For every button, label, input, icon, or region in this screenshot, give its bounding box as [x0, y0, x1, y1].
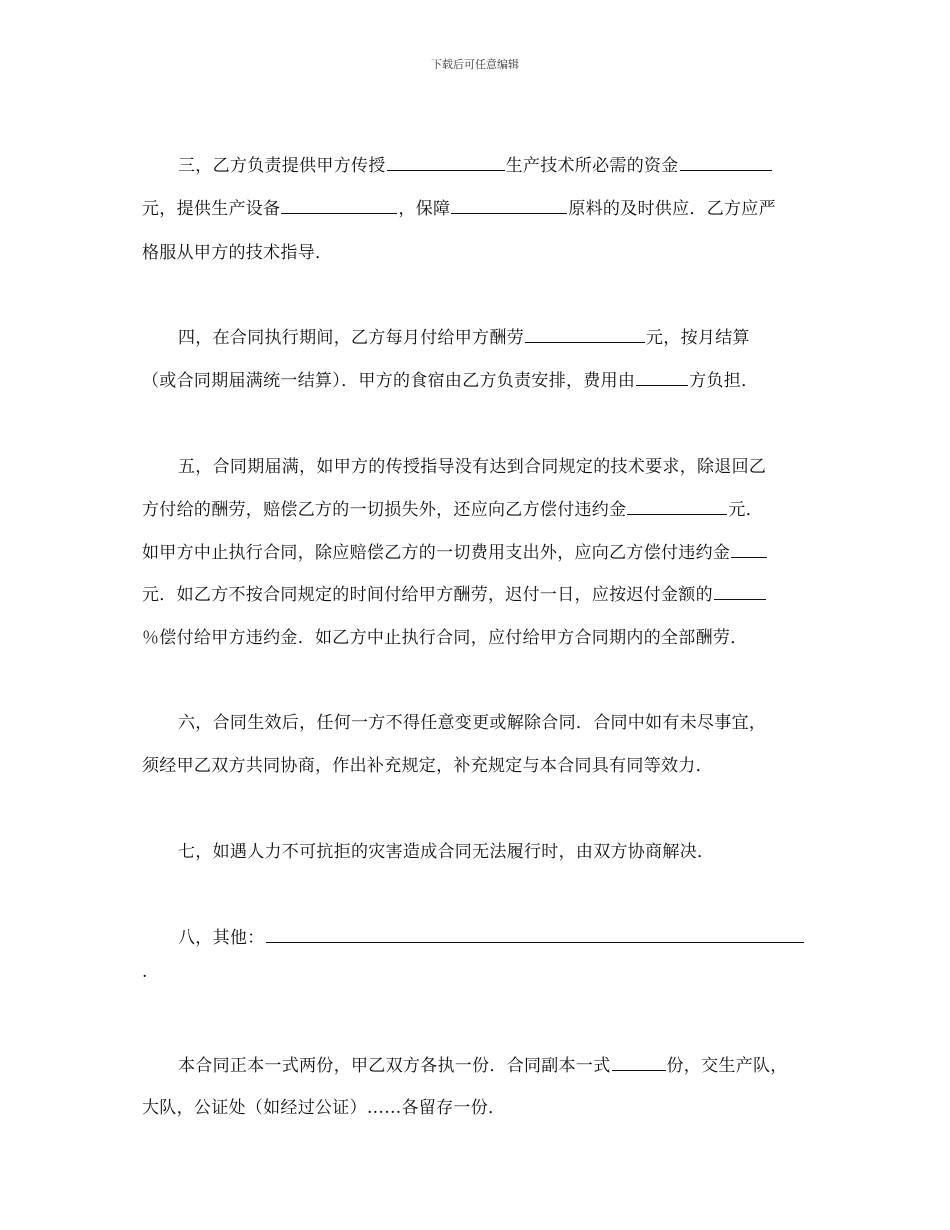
clause-4-text: （或合同期届满统一结算）．甲方的食宿由乙方负责安排，费用由 — [142, 371, 636, 391]
clause-3-line-1 — [142, 153, 858, 179]
blank-field[interactable] — [281, 196, 397, 214]
blank-field[interactable] — [731, 540, 767, 558]
clause-3-text: 原料的及时供应．乙方应严 — [568, 199, 776, 219]
clause-5-text: 元．如乙方不按合同规定的时间付给甲方酬劳，迟付一日，应按迟付金额的 — [142, 585, 713, 605]
blank-field[interactable] — [266, 925, 804, 943]
clause-5-text: 元． — [728, 500, 764, 520]
clause-4-text: 元，按月结算 — [646, 328, 750, 348]
closing-text: 份，交生产队， — [666, 1056, 788, 1076]
closing-text: 本合同正本一式两份，甲乙双方各执一份．合同副本一式 — [178, 1056, 611, 1076]
clause-5-line-1: 五，合同期届满，如甲方的传授指导没有达到合同规定的技术要求，除退回乙 — [178, 457, 767, 477]
clause-7-line-1: 七，如遇人力不可抗拒的灾害造成合同无法履行时，由双方协商解决． — [178, 842, 715, 862]
blank-field[interactable] — [387, 153, 505, 171]
blank-field[interactable] — [451, 196, 567, 214]
clause-5-line-4 — [142, 582, 822, 608]
blank-field[interactable] — [714, 582, 766, 600]
blank-field[interactable] — [525, 325, 645, 343]
clause-8-line-1 — [142, 925, 858, 951]
clause-8-line-2: . — [142, 962, 148, 982]
clause-3-text: 三，乙方负责提供甲方传授 — [178, 156, 386, 176]
clause-3-line-3: 格服从甲方的技术指导． — [142, 243, 333, 263]
clause-4-line-2 — [142, 368, 822, 394]
clause-3-text: 元，提供生产设备 — [142, 199, 281, 219]
clause-6-line-1: 六，合同生效后，任何一方不得任意变更或解除合同．合同中如有未尽事宜， — [178, 713, 767, 733]
blank-field[interactable] — [627, 497, 727, 515]
clause-8-text: 八，其他： — [178, 928, 265, 948]
closing-line-2: 大队，公证处（如经过公证）……各留存一份． — [142, 1098, 506, 1118]
clause-5-line-5: ％偿付给甲方违约金．如乙方中止执行合同，应付给甲方合同期内的全部酬劳． — [142, 628, 748, 648]
clause-5-line-3 — [142, 540, 822, 566]
clause-4-line-1 — [142, 325, 858, 351]
clause-3-line-2 — [142, 196, 822, 222]
blank-field[interactable] — [680, 153, 772, 171]
clause-3-text: ，保障 — [398, 199, 451, 219]
clause-5-text: 如甲方中止执行合同，除应赔偿乙方的一切费用支出外，应向乙方偿付违约金 — [142, 543, 731, 563]
page-header: 下载后可任意编辑 — [431, 58, 519, 71]
clause-5-line-2 — [142, 497, 822, 523]
clause-6-line-2: 须经甲乙双方共同协商，作出补充规定，补充规定与本合同具有同等效力． — [142, 756, 713, 776]
clause-4-text: 四，在合同执行期间，乙方每月付给甲方酬劳 — [178, 328, 524, 348]
clause-4-text: 方负担． — [689, 371, 759, 391]
clause-3-text: 生产技术所必需的资金 — [505, 156, 679, 176]
clause-5-text: 方付给的酬劳，赔偿乙方的一切损失外，还应向乙方偿付违约金 — [142, 500, 627, 520]
blank-field[interactable] — [612, 1053, 666, 1071]
closing-line-1 — [142, 1053, 858, 1079]
blank-field[interactable] — [636, 368, 688, 386]
